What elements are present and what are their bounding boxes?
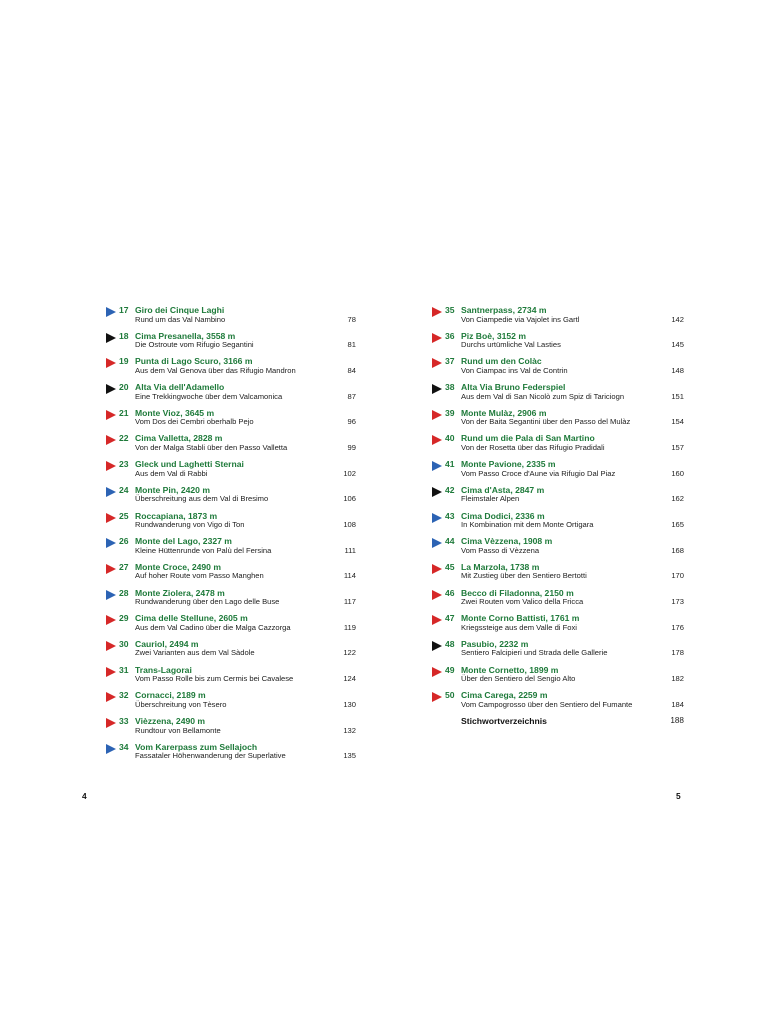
tour-page-number: 160	[671, 468, 684, 478]
tour-title: Becco di Filadonna, 2150 m	[461, 587, 574, 598]
tour-number: 24	[119, 484, 129, 495]
tour-title: Monte Ziolera, 2478 m	[135, 587, 225, 598]
tour-subtitle: Aus dem Val Genova über das Rifugio Mandron	[135, 365, 296, 375]
triangle-marker-icon	[106, 307, 116, 317]
tour-page-number: 168	[671, 545, 684, 555]
tour-title: Monte Vioz, 3645 m	[135, 407, 215, 418]
tour-number: 38	[445, 382, 455, 393]
tour-page-number: 102	[343, 468, 356, 478]
toc-entry	[106, 305, 356, 331]
toc-entry	[432, 511, 684, 537]
tour-subtitle: Auf hoher Route vom Passo Manghen	[135, 571, 264, 581]
triangle-marker-icon	[106, 590, 116, 600]
triangle-marker-icon	[432, 461, 442, 471]
tour-subtitle: Rundwanderung über den Lago delle Buse	[135, 597, 280, 607]
tour-subtitle: Aus dem Val di San Nicolò zum Spiz di Tariciogn	[461, 391, 625, 401]
tour-number: 42	[445, 484, 455, 495]
triangle-marker-icon	[432, 410, 442, 420]
tour-page-number: 96	[347, 417, 356, 427]
tour-title: Rund um die Pala di San Martino	[461, 433, 595, 444]
tour-page-number: 184	[671, 699, 684, 709]
toc-entry	[432, 562, 684, 588]
tour-subtitle: Kriegssteige aus dem Valle di Foxi	[461, 622, 577, 632]
triangle-marker-icon	[432, 667, 442, 677]
tour-number: 45	[445, 561, 455, 572]
triangle-marker-icon	[106, 615, 116, 625]
triangle-marker-icon	[106, 744, 116, 754]
tour-number: 34	[119, 741, 129, 752]
tour-subtitle: Über den Sentiero del Sengio Alto	[461, 674, 576, 684]
tour-subtitle: Fassataler Höhenwanderung der Superlative	[135, 751, 286, 761]
tour-title: Monte Corno Battisti, 1761 m	[461, 613, 580, 624]
toc-entry	[432, 305, 684, 331]
tour-number: 27	[119, 561, 129, 572]
tour-number: 44	[445, 536, 455, 547]
tour-page-number: 87	[347, 391, 356, 401]
index-page-number: 188	[670, 716, 684, 725]
page-number-left: 4	[82, 791, 87, 801]
tour-subtitle: Überschreitung von Tèsero	[135, 699, 227, 709]
tour-subtitle: Durchs urtümliche Val Lasties	[461, 340, 561, 350]
triangle-marker-icon	[106, 564, 116, 574]
tour-title: Trans-Lagorai	[135, 664, 192, 675]
tour-page-number: 84	[347, 365, 356, 375]
tour-number: 26	[119, 536, 129, 547]
triangle-marker-icon	[432, 333, 442, 343]
tour-subtitle: Rundtour von Bellamonte	[135, 725, 221, 735]
tour-number: 22	[119, 433, 129, 444]
tour-subtitle: Vom Campogrosso über den Sentiero del Fumante	[461, 699, 633, 709]
toc-entry	[432, 485, 684, 511]
triangle-marker-icon	[106, 513, 116, 523]
tour-number: 37	[445, 356, 455, 367]
tour-page-number: 165	[671, 520, 684, 529]
tour-page-number: 173	[671, 597, 684, 607]
toc-entry	[106, 408, 356, 434]
tour-number: 21	[119, 407, 129, 418]
tour-number: 32	[119, 690, 129, 701]
tour-number: 28	[119, 587, 129, 598]
tour-title: Giro dei Cinque Laghi	[135, 305, 225, 315]
tour-title: Cima Vèzzena, 1908 m	[461, 536, 553, 547]
tour-title: Cima delle Stellune, 2605 m	[135, 613, 248, 624]
tour-page-number: 132	[343, 725, 356, 735]
tour-number: 20	[119, 382, 129, 393]
tour-number: 25	[119, 510, 129, 521]
triangle-marker-icon	[432, 487, 442, 497]
tour-subtitle: Zwei Routen vom Valico della Fricca	[461, 597, 584, 607]
tour-title: Cima Carega, 2259 m	[461, 690, 548, 701]
tour-number: 30	[119, 638, 129, 649]
tour-number: 41	[445, 459, 455, 470]
tour-page-number: 162	[671, 494, 684, 504]
triangle-marker-icon	[106, 358, 116, 368]
toc-entry	[432, 613, 684, 639]
tour-title: Monte Cornetto, 1899 m	[461, 664, 559, 675]
tour-subtitle: Von der Malga Stabli über den Passo Valletta	[135, 442, 288, 452]
triangle-marker-icon	[432, 358, 442, 368]
toc-entry	[106, 742, 356, 768]
tour-page-number: 157	[671, 442, 684, 452]
tour-title: Monte del Lago, 2327 m	[135, 536, 232, 547]
toc-entry	[106, 382, 356, 408]
triangle-marker-icon	[432, 307, 442, 317]
tour-page-number: 148	[671, 365, 684, 375]
toc-entry	[432, 588, 684, 614]
toc-right-column	[432, 305, 684, 742]
tour-title: Monte Mulàz, 2906 m	[461, 407, 547, 418]
tour-subtitle: Von Ciampedie via Vajolet ins Gartl	[461, 314, 580, 324]
tour-subtitle: Vom Passo di Vèzzena	[461, 545, 540, 555]
toc-entry	[432, 356, 684, 382]
tour-title: Cauriol, 2494 m	[135, 638, 199, 649]
tour-page-number: 124	[343, 674, 356, 684]
tour-number: 23	[119, 459, 129, 470]
tour-title: Piz Boè, 3152 m	[461, 330, 526, 341]
tour-page-number: 119	[343, 622, 356, 632]
tour-title: Monte Pavione, 2335 m	[461, 459, 556, 470]
triangle-marker-icon	[106, 333, 116, 343]
triangle-marker-icon	[106, 435, 116, 445]
tour-number: 48	[445, 638, 455, 649]
tour-subtitle: Die Ostroute vom Rifugio Segantini	[135, 340, 254, 350]
tour-title: Punta di Lago Scuro, 3166 m	[135, 356, 253, 367]
tour-page-number: 81	[347, 340, 356, 350]
triangle-marker-icon	[432, 641, 442, 651]
tour-title: Monte Croce, 2490 m	[135, 561, 221, 572]
triangle-marker-icon	[106, 718, 116, 728]
triangle-marker-icon	[432, 435, 442, 445]
tour-subtitle: Vom Dos dei Cembri oberhalb Pejo	[135, 417, 254, 427]
tour-subtitle: Zwei Varianten aus dem Val Sàdole	[135, 648, 255, 658]
toc-entry	[106, 536, 356, 562]
toc-entry	[106, 588, 356, 614]
tour-page-number: 99	[347, 442, 356, 452]
tour-page-number: 108	[343, 520, 356, 529]
tour-number: 46	[445, 587, 455, 598]
triangle-marker-icon	[106, 384, 116, 394]
tour-title: Vièzzena, 2490 m	[135, 716, 206, 726]
tour-title: Gleck und Laghetti Sternai	[135, 459, 244, 470]
tour-subtitle: Vom Passo Croce d'Aune via Rifugio Dal Piaz	[461, 468, 616, 478]
tour-number: 19	[119, 356, 129, 367]
toc-entry	[432, 690, 684, 716]
tour-number: 39	[445, 407, 455, 418]
tour-number: 35	[445, 305, 455, 315]
toc-entry	[106, 356, 356, 382]
tour-title: Roccapiana, 1873 m	[135, 510, 218, 521]
toc-entry	[106, 433, 356, 459]
tour-subtitle: Von der Baita Segantini über den Passo del Mulàz	[461, 417, 631, 427]
toc-entry	[432, 331, 684, 357]
toc-entry	[432, 382, 684, 408]
toc-entry	[432, 536, 684, 562]
tour-number: 29	[119, 613, 129, 624]
triangle-marker-icon	[432, 590, 442, 600]
page-number-right: 5	[676, 791, 681, 801]
tour-title: Alta Via Bruno Federspiel	[461, 382, 566, 393]
toc-entry	[432, 433, 684, 459]
toc-entry	[106, 459, 356, 485]
toc-entry	[106, 485, 356, 511]
tour-title: Monte Pin, 2420 m	[135, 484, 210, 495]
tour-title: Cima Presanella, 3558 m	[135, 330, 236, 341]
tour-page-number: 106	[343, 494, 356, 504]
tour-title: Cornacci, 2189 m	[135, 690, 206, 701]
tour-subtitle: Rundwanderung von Vigo di Ton	[135, 520, 245, 529]
tour-number: 18	[119, 330, 129, 341]
toc-left-column	[106, 305, 356, 767]
tour-subtitle: Kleine Hüttenrunde von Palù del Fersina	[135, 545, 272, 555]
tour-page-number: 182	[671, 674, 684, 684]
tour-title: Santnerpass, 2734 m	[461, 305, 547, 315]
index-label: Stichwortverzeichnis	[461, 716, 547, 726]
tour-subtitle: Von Ciampac ins Val de Contrin	[461, 365, 568, 375]
triangle-marker-icon	[106, 692, 116, 702]
tour-number: 49	[445, 664, 455, 675]
triangle-marker-icon	[106, 667, 116, 677]
tour-page-number: 170	[671, 571, 684, 581]
tour-number: 17	[119, 305, 129, 315]
tour-subtitle: Überschreitung aus dem Val di Bresimo	[135, 494, 269, 504]
tour-title: Alta Via dell'Adamello	[135, 382, 225, 393]
triangle-marker-icon	[432, 513, 442, 523]
toc-entry	[432, 459, 684, 485]
tour-subtitle: Mit Zustieg über den Sentiero Bertotti	[461, 571, 587, 581]
toc-entry	[106, 690, 356, 716]
index-entry	[432, 716, 684, 742]
tour-title: La Marzola, 1738 m	[461, 561, 540, 572]
triangle-marker-icon	[432, 615, 442, 625]
tour-page-number: 130	[343, 699, 356, 709]
tour-title: Pasubio, 2232 m	[461, 638, 529, 649]
tour-number: 31	[119, 664, 129, 675]
tour-page-number: 142	[671, 314, 684, 324]
tour-subtitle: Sentiero Falcipieri und Strada delle Gallerie	[461, 648, 608, 658]
triangle-marker-icon	[432, 564, 442, 574]
triangle-marker-icon	[432, 384, 442, 394]
tour-page-number: 114	[343, 571, 356, 581]
tour-number: 36	[445, 330, 455, 341]
tour-page-number: 135	[343, 751, 356, 761]
toc-entry	[106, 511, 356, 537]
toc-entry	[106, 613, 356, 639]
tour-subtitle: Rund um das Val Nambino	[135, 314, 226, 324]
triangle-marker-icon	[106, 641, 116, 651]
tour-page-number: 111	[344, 545, 356, 555]
toc-entry	[106, 639, 356, 665]
toc-entry	[106, 665, 356, 691]
tour-title: Vom Karerpass zum Sellajoch	[135, 741, 258, 752]
tour-subtitle: Aus dem Val di Rabbi	[135, 468, 208, 478]
tour-number: 50	[445, 690, 455, 701]
tour-subtitle: Fleimstaler Alpen	[461, 494, 520, 504]
tour-page-number: 154	[671, 417, 684, 427]
tour-page-number: 176	[671, 622, 684, 632]
tour-page-number: 151	[671, 391, 684, 401]
tour-page-number: 117	[343, 597, 356, 607]
tour-subtitle: Eine Trekkingwoche über dem Valcamonica	[135, 391, 283, 401]
triangle-marker-icon	[106, 538, 116, 548]
triangle-marker-icon	[106, 410, 116, 420]
tour-title: Cima d'Asta, 2847 m	[461, 484, 545, 495]
triangle-marker-icon	[106, 487, 116, 497]
toc-entry	[106, 716, 356, 742]
triangle-marker-icon	[432, 692, 442, 702]
tour-title: Cima Valletta, 2828 m	[135, 433, 223, 444]
tour-page-number: 122	[343, 648, 356, 658]
tour-subtitle: Von der Rosetta über das Rifugio Pradidali	[461, 442, 605, 452]
tour-subtitle: In Kombination mit dem Monte Ortigara	[461, 520, 594, 529]
tour-number: 40	[445, 433, 455, 444]
tour-page-number: 145	[671, 340, 684, 350]
toc-entry	[432, 408, 684, 434]
triangle-marker-icon	[432, 538, 442, 548]
toc-entry	[106, 331, 356, 357]
tour-number: 47	[445, 613, 455, 624]
tour-subtitle: Aus dem Val Cadino über die Malga Cazzorga	[135, 622, 291, 632]
tour-subtitle: Vom Passo Rolle bis zum Cermis bei Cavalese	[135, 674, 294, 684]
tour-page-number: 78	[347, 314, 356, 324]
toc-entry	[432, 665, 684, 691]
tour-title: Rund um den Colàc	[461, 356, 542, 367]
tour-number: 43	[445, 510, 455, 521]
tour-page-number: 178	[671, 648, 684, 658]
toc-entry	[106, 562, 356, 588]
toc-entry	[432, 639, 684, 665]
tour-number: 33	[119, 716, 129, 726]
triangle-marker-icon	[106, 461, 116, 471]
tour-title: Cima Dodici, 2336 m	[461, 510, 545, 521]
